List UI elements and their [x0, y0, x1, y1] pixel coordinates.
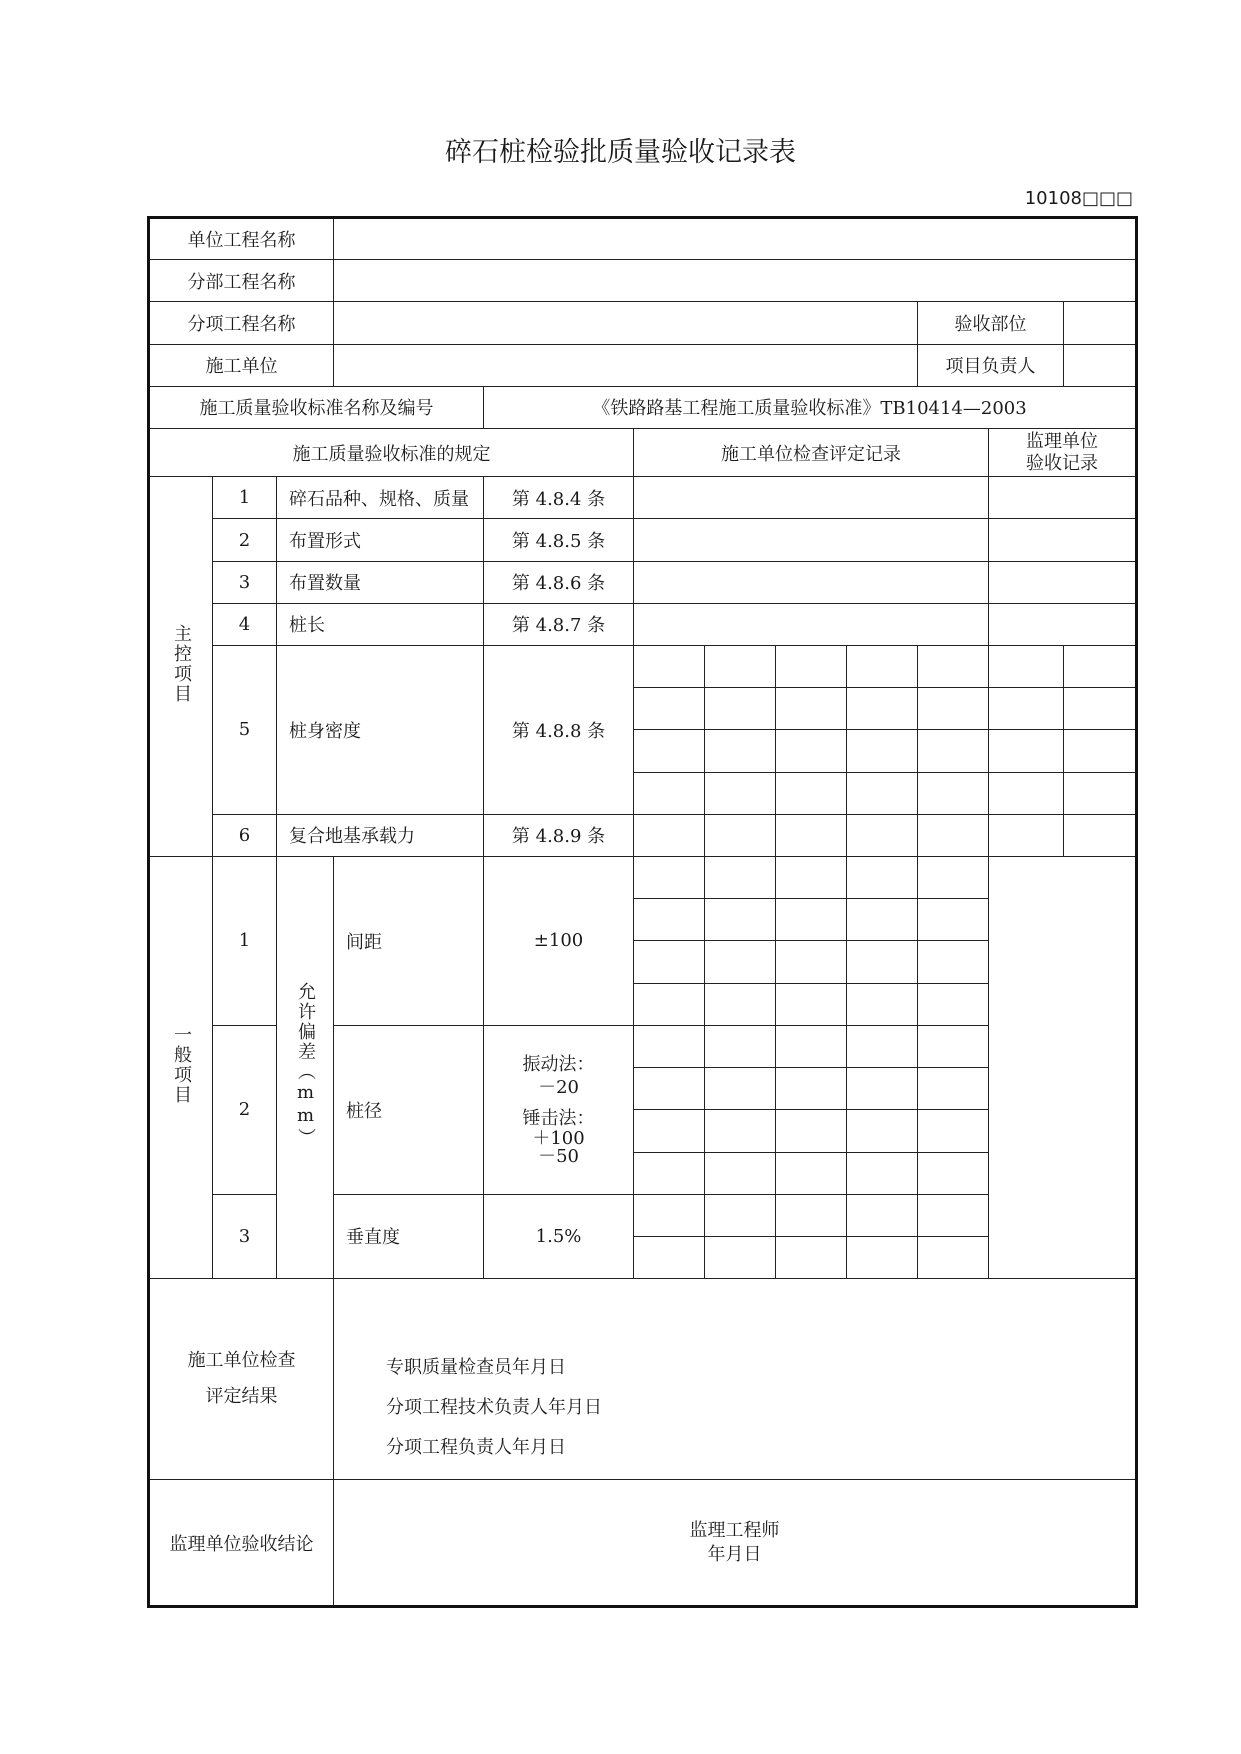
record-cell[interactable]: [705, 1110, 776, 1152]
supervisor-line: 监理工程师: [689, 1519, 780, 1541]
signature-line: 分项工程技术负责人年月日: [386, 1397, 603, 1419]
record-cell[interactable]: [705, 646, 776, 688]
construction-result-signatures[interactable]: [334, 1279, 1137, 1480]
record-cell[interactable]: [705, 1236, 776, 1278]
record-cell[interactable]: [634, 1025, 705, 1067]
main-item-supervision[interactable]: [989, 561, 1137, 603]
main-control-label: [149, 477, 213, 857]
record-cell[interactable]: [847, 899, 918, 941]
record-cell[interactable]: [847, 1152, 918, 1194]
standard-value: 《铁路路基工程施工质量验收标准》TB10414—2003: [484, 386, 1137, 428]
value-line: －20: [538, 1077, 579, 1099]
record-cell[interactable]: [918, 899, 989, 941]
signature-line: 分项工程负责人年月日: [386, 1437, 567, 1459]
record-cell[interactable]: [847, 1110, 918, 1152]
supervision-record-header-line1: 监理单位: [1026, 430, 1099, 452]
general-item-value: [484, 1025, 634, 1194]
subitem-project-field[interactable]: [334, 302, 918, 344]
general-item-name: 桩径: [334, 1025, 484, 1194]
record-cell[interactable]: [705, 899, 776, 941]
main-item-name: 桩长: [277, 603, 484, 645]
main-item-no: 4: [213, 603, 277, 645]
record-cell[interactable]: [776, 1152, 847, 1194]
supervision-cell[interactable]: [989, 688, 1064, 730]
main-item-record[interactable]: [634, 603, 989, 645]
division-project-label: 分部工程名称: [149, 260, 334, 302]
acceptance-part-field[interactable]: [1064, 302, 1137, 344]
record-cell[interactable]: [847, 941, 918, 983]
general-supervision-cell[interactable]: [989, 857, 1137, 1279]
main-item-record[interactable]: [634, 477, 989, 519]
supervisor-date-line: 年月日: [707, 1543, 762, 1565]
main-item-no: 1: [213, 477, 277, 519]
construction-result-label-line2: 评定结果: [205, 1386, 278, 1408]
construction-unit-label: 施工单位: [149, 344, 334, 386]
value-line: 振动法：: [522, 1054, 595, 1076]
supervision-conclusion-label: 监理单位验收结论: [149, 1480, 334, 1607]
main-item-clause: 第 4.8.6 条: [484, 561, 634, 603]
general-item-no: 1: [213, 857, 277, 1026]
subitem-project-label: 分项工程名称: [149, 302, 334, 344]
record-cell[interactable]: [918, 1110, 989, 1152]
construction-result-label-line1: 施工单位检查: [187, 1350, 296, 1372]
record-cell[interactable]: [918, 857, 989, 899]
record-cell[interactable]: [847, 1068, 918, 1110]
record-cell[interactable]: [634, 814, 705, 856]
supervision-cell[interactable]: [1064, 772, 1137, 814]
record-cell[interactable]: [705, 983, 776, 1025]
value-line: 锤击法：: [522, 1108, 595, 1130]
record-cell[interactable]: [634, 899, 705, 941]
record-cell[interactable]: [776, 899, 847, 941]
record-cell[interactable]: [634, 1110, 705, 1152]
record-cell[interactable]: [918, 941, 989, 983]
supervision-cell[interactable]: [1064, 688, 1137, 730]
record-cell[interactable]: [776, 772, 847, 814]
record-cell[interactable]: [705, 814, 776, 856]
main-item-no: 6: [213, 814, 277, 856]
general-item-value: ±100: [484, 857, 634, 1026]
record-cell[interactable]: [918, 1236, 989, 1278]
requirements-header: 施工质量验收标准的规定: [149, 429, 634, 477]
record-cell[interactable]: [634, 983, 705, 1025]
main-item-record[interactable]: [634, 519, 989, 561]
record-cell[interactable]: [776, 1110, 847, 1152]
main-item-name: 碎石品种、规格、质量: [277, 477, 484, 519]
record-cell[interactable]: [918, 1194, 989, 1236]
record-cell[interactable]: [634, 1236, 705, 1278]
main-item-no: 3: [213, 561, 277, 603]
record-cell[interactable]: [776, 1194, 847, 1236]
construction-record-header: 施工单位检查评定记录: [634, 429, 989, 477]
record-cell[interactable]: [918, 1025, 989, 1067]
record-cell[interactable]: [634, 646, 705, 688]
record-cell[interactable]: [847, 646, 918, 688]
record-cell[interactable]: [847, 730, 918, 772]
record-cell[interactable]: [847, 1236, 918, 1278]
main-item-name: 桩身密度: [277, 646, 484, 815]
main-item-name: 布置形式: [277, 519, 484, 561]
record-cell[interactable]: [847, 983, 918, 1025]
main-item-record[interactable]: [634, 561, 989, 603]
tolerance-label: [277, 857, 334, 1279]
value-line: ＋100: [532, 1128, 585, 1150]
record-cell[interactable]: [634, 1152, 705, 1194]
record-cell[interactable]: [705, 688, 776, 730]
supervision-record-header: [989, 429, 1137, 477]
record-cell[interactable]: [705, 772, 776, 814]
record-cell[interactable]: [847, 857, 918, 899]
main-item-clause: 第 4.8.8 条: [484, 646, 634, 815]
record-cell[interactable]: [776, 983, 847, 1025]
supervision-cell[interactable]: [989, 646, 1064, 688]
main-item-supervision[interactable]: [989, 477, 1137, 519]
record-cell[interactable]: [776, 941, 847, 983]
supervision-cell[interactable]: [1064, 730, 1137, 772]
record-cell[interactable]: [918, 646, 989, 688]
construction-result-label: [149, 1279, 334, 1480]
standard-label: 施工质量验收标准名称及编号: [149, 386, 484, 428]
record-cell[interactable]: [776, 688, 847, 730]
record-cell[interactable]: [705, 1194, 776, 1236]
general-label-text: 一般项目: [171, 1025, 192, 1106]
record-cell[interactable]: [634, 941, 705, 983]
supervision-conclusion-field[interactable]: [334, 1480, 1137, 1607]
record-cell[interactable]: [705, 730, 776, 772]
record-cell[interactable]: [918, 1152, 989, 1194]
main-item-clause: 第 4.8.7 条: [484, 603, 634, 645]
acceptance-part-label: 验收部位: [918, 302, 1064, 344]
unit-project-field[interactable]: [334, 218, 1137, 260]
main-item-name: 复合地基承载力: [277, 814, 484, 856]
page-title: 碎石桩检验批质量验收记录表: [445, 137, 796, 168]
unit-project-label: 单位工程名称: [149, 218, 334, 260]
main-item-no: 2: [213, 519, 277, 561]
main-item-name: 布置数量: [277, 561, 484, 603]
record-cell[interactable]: [776, 1236, 847, 1278]
general-item-name: 间距: [334, 857, 484, 1026]
record-cell[interactable]: [705, 1068, 776, 1110]
record-cell[interactable]: [705, 1025, 776, 1067]
record-cell[interactable]: [918, 772, 989, 814]
record-cell[interactable]: [847, 688, 918, 730]
record-cell[interactable]: [776, 1068, 847, 1110]
supervision-cell[interactable]: [1064, 814, 1137, 856]
record-cell[interactable]: [918, 814, 989, 856]
general-item-no: 3: [213, 1194, 277, 1278]
record-cell[interactable]: [847, 1025, 918, 1067]
record-cell[interactable]: [776, 730, 847, 772]
record-cell[interactable]: [705, 941, 776, 983]
main-item-supervision[interactable]: [989, 603, 1137, 645]
form-code: 10108□□□: [1024, 188, 1133, 209]
project-manager-label: 项目负责人: [918, 344, 1064, 386]
main-item-clause: 第 4.8.4 条: [484, 477, 634, 519]
record-cell[interactable]: [847, 1194, 918, 1236]
main-item-no: 5: [213, 646, 277, 815]
record-cell[interactable]: [918, 688, 989, 730]
general-item-value: 1.5%: [484, 1194, 634, 1278]
general-label: [149, 857, 213, 1279]
record-cell[interactable]: [634, 857, 705, 899]
project-manager-field[interactable]: [1064, 344, 1137, 386]
signature-line: 专职质量检查员年月日: [386, 1357, 567, 1379]
supervision-cell[interactable]: [989, 772, 1064, 814]
record-cell[interactable]: [634, 730, 705, 772]
construction-unit-field[interactable]: [334, 344, 918, 386]
record-cell[interactable]: [776, 646, 847, 688]
record-cell[interactable]: [634, 688, 705, 730]
value-line: －50: [538, 1146, 579, 1168]
record-cell[interactable]: [776, 857, 847, 899]
general-item-name: 垂直度: [334, 1194, 484, 1278]
record-cell[interactable]: [634, 1194, 705, 1236]
main-item-clause: 第 4.8.5 条: [484, 519, 634, 561]
general-item-no: 2: [213, 1025, 277, 1194]
record-cell[interactable]: [634, 1068, 705, 1110]
division-project-field[interactable]: [334, 260, 1137, 302]
record-cell[interactable]: [918, 983, 989, 1025]
tolerance-label-text: 允许偏差（mm）: [295, 982, 317, 1149]
supervision-cell[interactable]: [1064, 646, 1137, 688]
main-item-clause: 第 4.8.9 条: [484, 814, 634, 856]
record-cell[interactable]: [776, 814, 847, 856]
record-cell[interactable]: [634, 772, 705, 814]
record-cell[interactable]: [918, 1068, 989, 1110]
record-cell[interactable]: [705, 857, 776, 899]
record-cell[interactable]: [776, 1025, 847, 1067]
record-cell[interactable]: [847, 814, 918, 856]
main-item-supervision[interactable]: [989, 519, 1137, 561]
record-cell[interactable]: [847, 772, 918, 814]
record-cell[interactable]: [918, 730, 989, 772]
main-control-label-text: 主控项目: [171, 624, 192, 705]
supervision-cell[interactable]: [989, 814, 1064, 856]
record-cell[interactable]: [705, 1152, 776, 1194]
supervision-record-header-line2: 验收记录: [1026, 452, 1099, 474]
acceptance-record-table: [147, 216, 1138, 1608]
supervision-cell[interactable]: [989, 730, 1064, 772]
